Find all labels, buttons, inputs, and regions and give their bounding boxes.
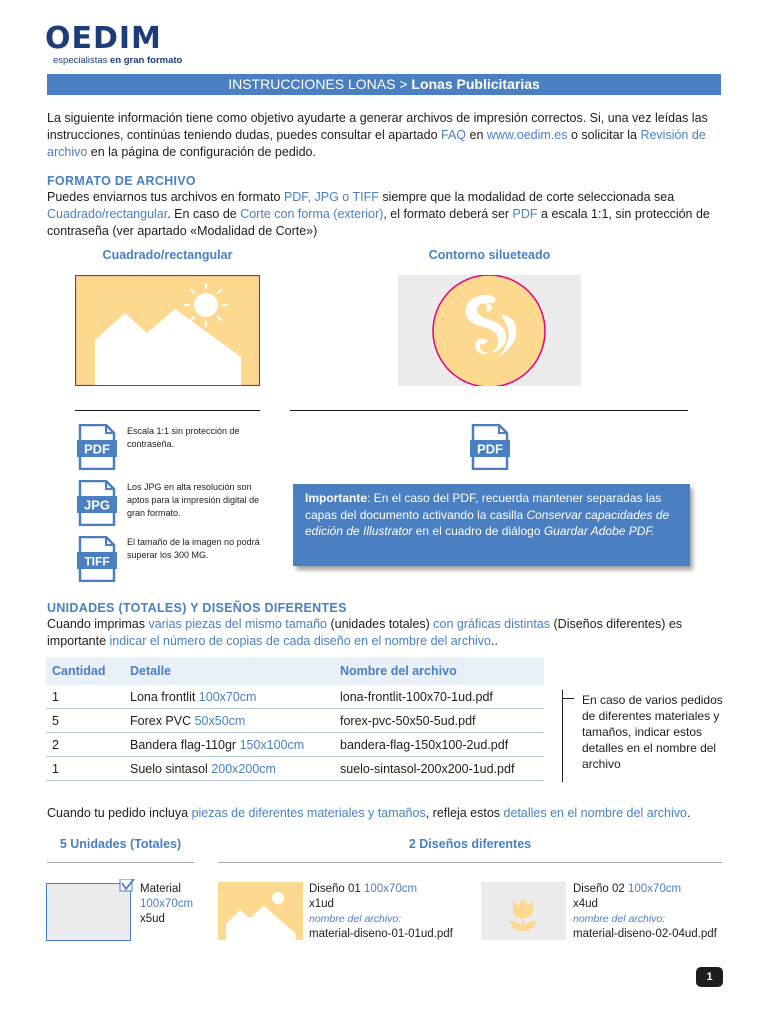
side-note: En caso de varios pedidos de diferentes materiales y tamaños, indicar estos detalles en el nombre del archivo (582, 693, 723, 771)
logo-wordmark: OEDIM (45, 21, 162, 56)
jpg-file-icon (77, 480, 117, 526)
table-row: 1 Suelo sintasol 200x200cm suelo-sintasol-200x200-1ud.pdf (46, 757, 544, 781)
table-row: 2 Bandera flag-110gr 150x100cm bandera-flag-150x100-2ud.pdf (46, 733, 544, 757)
files-table (46, 657, 544, 781)
col-heading-silueteado: Contorno silueteado (428, 248, 551, 262)
svg-text:PDF: PDF (84, 441, 110, 457)
section-heading-formato: FORMATO DE ARCHIVO (47, 174, 196, 188)
unidades-paragraph: Cuando imprimas varias piezas del mismo tamaño (unidades totales) con gráficas distintas (Diseños diferentes) es importante indicar el número de copias de cada diseño en el nombre del archivo.. (47, 617, 683, 648)
divider-left (75, 410, 260, 411)
pdf-file-icon-right (470, 424, 510, 470)
table-row: 1 Lona frontlit 100x70cm lona-frontlit-100x70-1ud.pdf (46, 685, 544, 709)
design-01-info: Diseño 01 100x70cm x1ud nombre del archivo: material-diseno-01-01ud.pdf (309, 883, 453, 940)
important-note: Importante: En el caso del PDF, recuerda mantener separadas las capas del documento activando la casilla Conservar capacidades de edición de Illustrator en el cuadro de diálogo Guardar Adobe PDF. (293, 484, 690, 566)
header-detalle: Detalle (124, 657, 334, 685)
design-01-image (218, 882, 303, 940)
units-heading: 5 Unidades (Totales) (59, 837, 182, 851)
tiff-description: El tamaño de la imagen no podrá superar los 300 MG. (127, 537, 260, 560)
logo (45, 21, 183, 66)
faq-link[interactable]: FAQ (441, 128, 467, 142)
header-nombre: Nombre del archivo (334, 657, 544, 685)
pdf-description: Escala 1:1 sin protección de contraseña. (127, 426, 240, 449)
intro-paragraph: La siguiente información tiene como objetivo ayudarte a generar archivos de impresión correctos. Si, una vez leídas las instrucciones, continúas teniendo dudas, puedes consultar el apartado FAQ en www.oedim.es o solicitar la Revisión de archivo en la página de configuración de pedido. (47, 111, 708, 159)
side-bracket-tick (562, 698, 574, 699)
pdf-file-icon (77, 424, 117, 470)
svg-text:JPG: JPG (83, 497, 111, 513)
designs-divider (218, 862, 722, 863)
contour-cut-image (398, 275, 581, 386)
table-header-row (46, 657, 544, 685)
material-sample-image (46, 879, 136, 941)
page-number: 1 (696, 967, 723, 987)
website-link[interactable]: www.oedim.es (486, 128, 568, 142)
design-02-info: Diseño 02 100x70cm x4ud nombre del archivo: material-diseno-02-04ud.pdf (573, 883, 717, 940)
jpg-description: Los JPG en alta resolución son aptos para la impresión digital de gran formato. (127, 482, 260, 518)
table-row: 5 Forex PVC 50x50cm forex-pvc-50x50-5ud.pdf (46, 709, 544, 733)
bottom-paragraph: Cuando tu pedido incluya piezas de diferentes materiales y tamaños, refleja estos detalles en el nombre del archivo. (47, 806, 691, 820)
header-cantidad: Cantidad (46, 657, 124, 685)
rectangular-landscape-image (75, 275, 260, 386)
design-02-image (481, 882, 566, 940)
formato-paragraph: Puedes enviarnos tus archivos en formato PDF, JPG o TIFF siempre que la modalidad de corte seleccionada sea Cuadrado/rectangular. En caso de Corte con forma (exterior), el formato deberá ser PDF a escala 1:1, sin protección de contraseña (ver apartado «Modalidad de Corte») (47, 190, 710, 238)
units-divider (47, 862, 194, 863)
svg-text:TIFF: TIFF (84, 554, 110, 569)
section-banner: INSTRUCCIONES LONAS > Lonas Publicitarias (47, 74, 721, 95)
logo-tagline: especialistas en gran formato (53, 55, 183, 66)
divider-right (290, 410, 688, 411)
side-bracket (562, 690, 563, 782)
file-review-link[interactable]: Revisión de archivo (47, 128, 706, 159)
section-heading-unidades: UNIDADES (TOTALES) Y DISEÑOS DIFERENTES (47, 601, 347, 615)
material-info: Material 100x70cm x5ud (140, 883, 194, 925)
svg-text:PDF: PDF (477, 441, 503, 457)
col-heading-rectangular: Cuadrado/rectangular (102, 248, 233, 262)
tiff-file-icon (77, 536, 117, 582)
designs-heading: 2 Diseños diferentes (408, 837, 532, 851)
